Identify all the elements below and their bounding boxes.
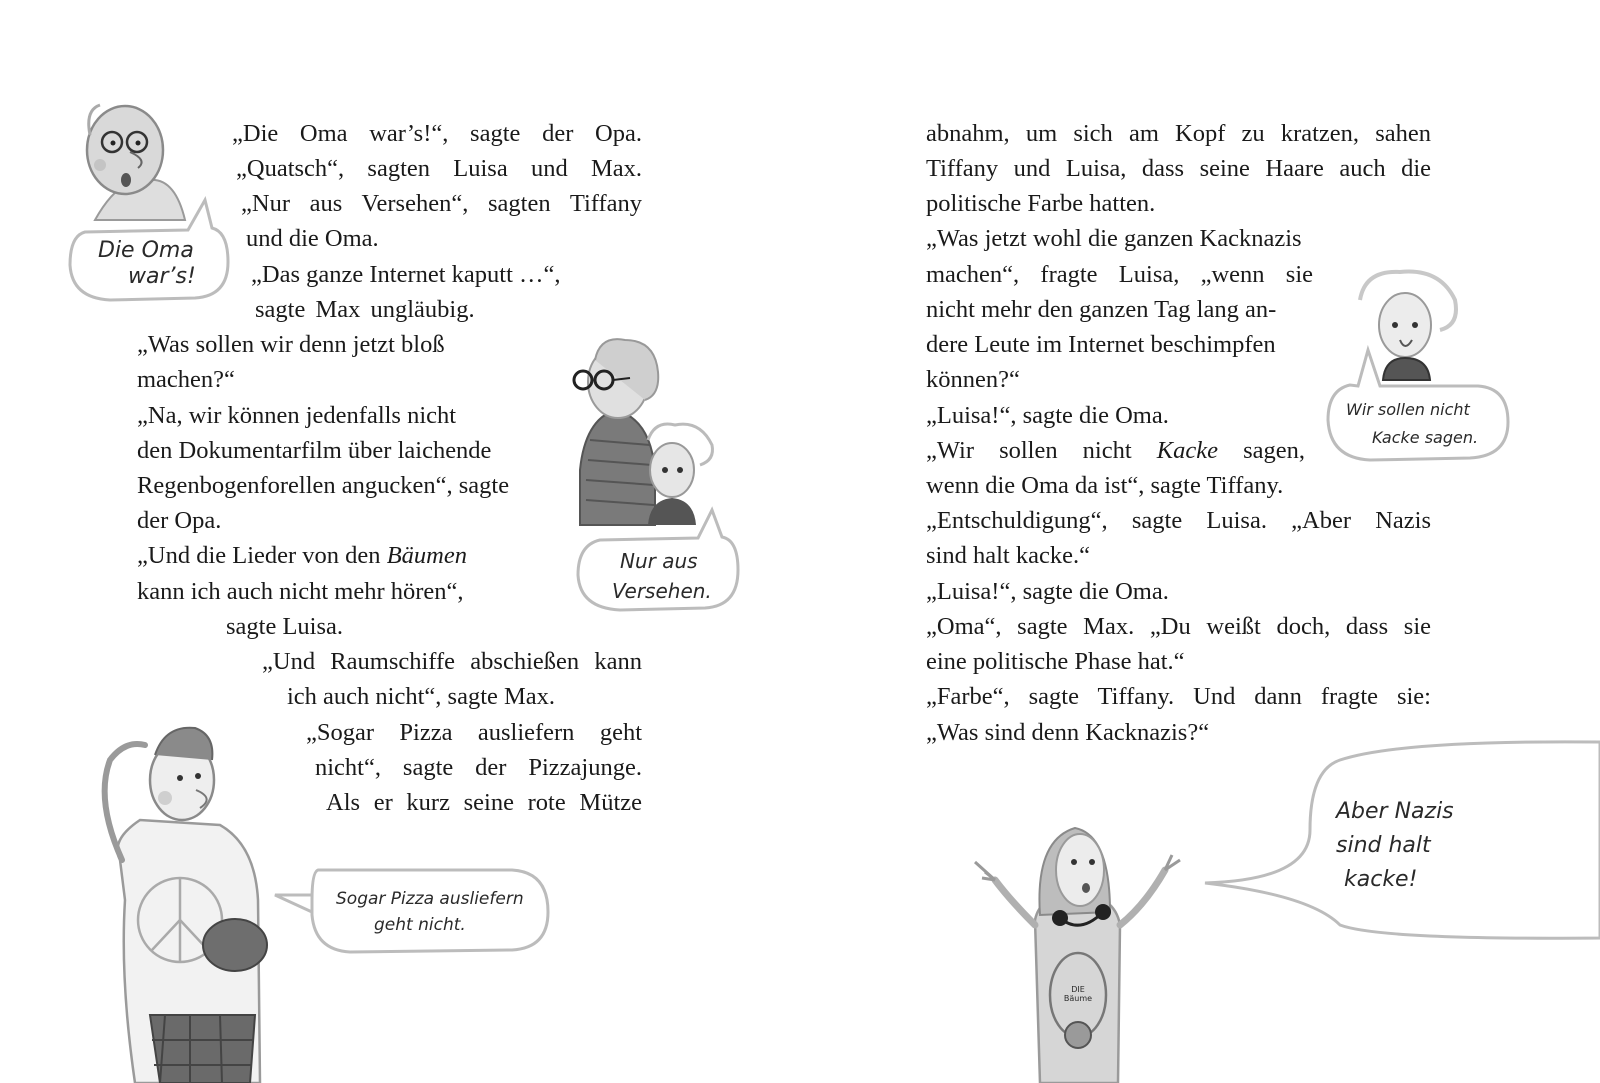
right-line-9: „Luisa!“, sagte die Oma.	[926, 402, 1169, 429]
tiffany-bubble-line-2: Kacke sagen.	[1372, 428, 1479, 447]
left-line-9: „Na, wir können jedenfalls nicht	[137, 402, 457, 429]
right-line-11: wenn die Oma da ist“, sagte Tiffany.	[926, 472, 1284, 499]
tiffany-small-figure	[648, 424, 713, 525]
right-line-14: „Luisa!“, sagte die Oma.	[926, 578, 1169, 605]
luisa-bubble-line-3: kacke!	[1344, 867, 1418, 892]
right-line-4: „Was jetzt wohl die ganzen Kacknazis	[926, 225, 1302, 252]
right-line-10-prefix: „Wir sollen nicht	[926, 437, 1157, 464]
red-cap-in-hand	[203, 919, 267, 971]
right-line-17: „Farbe“, sagte Tiffany. Und dann fragte sie:	[926, 683, 1431, 710]
right-line-13: sind halt kacke.“	[926, 542, 1090, 569]
left-line-18: „Sogar Pizza ausliefern geht	[306, 719, 642, 746]
luisa-figure	[975, 828, 1180, 1083]
left-line-4: und die Oma.	[246, 225, 379, 252]
opa-bubble-text	[98, 238, 196, 290]
right-line-15: „Oma“, sagte Max. „Du weißt doch, dass sie	[926, 613, 1431, 640]
left-line-10: den Dokumentarfilm über laichende	[137, 437, 492, 464]
oma-figure	[574, 339, 658, 525]
oma-bubble-line-1: Nur aus	[620, 549, 698, 573]
opa-figure	[87, 105, 185, 220]
right-line-8: können?“	[926, 366, 1020, 393]
right-line-10-italic: Kacke	[1156, 437, 1218, 464]
right-line-7: dere Leute im Internet beschimpfen	[926, 331, 1276, 358]
left-line-11: Regenbogenforellen angucken“, sagte	[137, 472, 510, 499]
pizza-bubble-line-1: Sogar Pizza ausliefern	[336, 889, 524, 909]
right-line-6: nicht mehr den ganzen Tag lang an-	[926, 296, 1277, 323]
left-line-7: „Was sollen wir denn jetzt bloß	[137, 331, 445, 358]
pizza-bubble-text	[336, 886, 524, 938]
luisa-bubble-text	[1336, 795, 1454, 897]
left-line-16: „Und Raumschiffe abschießen kann	[262, 648, 642, 675]
left-line-15: sagte Luisa.	[226, 613, 344, 640]
left-line-20: Als er kurz seine rote Mütze	[326, 789, 642, 816]
right-line-3: politische Farbe hatten.	[926, 190, 1156, 217]
opa-bubble-line-2: war’s!	[128, 264, 196, 289]
right-line-18: „Was sind denn Kacknazis?“	[926, 719, 1210, 746]
left-line-6: sagte Max ungläubig.	[255, 296, 475, 323]
right-line-5: machen“, fragte Luisa, „wenn sie	[926, 261, 1313, 288]
left-line-1: „Die Oma war’s!“, sagte der Opa.	[232, 120, 642, 147]
opa-bubble-line-1: Die Oma	[98, 238, 194, 263]
right-line-16: eine politische Phase hat.“	[926, 648, 1185, 675]
left-line-5: „Das ganze Internet kaputt …“,	[251, 261, 561, 288]
right-line-2: Tiffany und Luisa, dass seine Haare auch die	[926, 155, 1431, 182]
left-line-14: kann ich auch nicht mehr hören“,	[137, 578, 464, 605]
right-line-10-suffix: sagen,	[1217, 437, 1305, 464]
left-line-17: ich auch nicht“, sagte Max.	[287, 683, 556, 710]
tiffany-bubble-line-1: Wir sollen nicht	[1346, 400, 1470, 419]
left-line-13-italic: Bäumen	[386, 542, 467, 569]
left-line-3: „Nur aus Versehen“, sagten Tiffany	[241, 190, 642, 217]
oma-bubble-line-2: Versehen.	[612, 579, 712, 603]
right-line-1: abnahm, um sich am Kopf zu kratzen, sahen	[926, 120, 1431, 147]
oma-bubble-text	[612, 546, 712, 606]
skull-icon	[1065, 1022, 1091, 1048]
left-line-13-prefix: „Und die Lieder von den	[137, 542, 387, 569]
tiffany-figure	[1360, 272, 1456, 380]
left-line-13	[137, 538, 467, 573]
luisa-bubble-line-2: sind halt	[1336, 833, 1431, 858]
left-line-19: nicht“, sagte der Pizzajunge.	[315, 754, 642, 781]
right-line-10	[926, 433, 1305, 468]
left-line-8: machen?“	[137, 366, 235, 393]
pizzajunge-figure	[105, 728, 267, 1083]
left-line-12: der Opa.	[137, 507, 222, 534]
right-line-12: „Entschuldigung“, sagte Luisa. „Aber Nazis	[926, 507, 1431, 534]
luisa-bubble-line-1: Aber Nazis	[1336, 799, 1454, 824]
tiffany-bubble-text	[1346, 396, 1478, 452]
pizza-bubble-line-2: geht nicht.	[374, 915, 466, 935]
tshirt-text: DIE Bäume	[1063, 985, 1093, 1003]
left-line-2: „Quatsch“, sagten Luisa und Max.	[236, 155, 642, 182]
